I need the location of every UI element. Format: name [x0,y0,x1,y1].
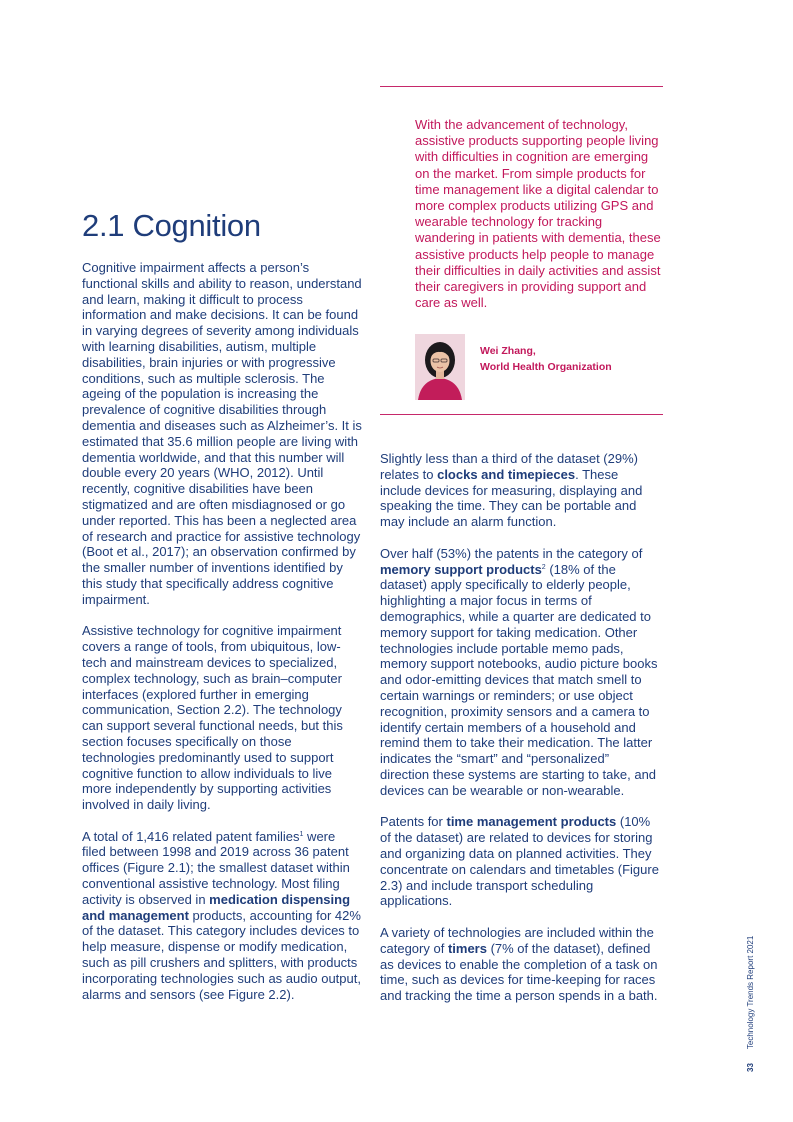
quote-bottom-rule [380,414,663,415]
quote-author: Wei Zhang, [480,345,536,357]
footnote-ref-1: 1 [299,830,304,838]
page-number: 33 [746,1063,755,1072]
footnote-ref-2: 2 [541,563,546,571]
quote-organization: World Health Organization [480,361,612,373]
report-title: Technology Trends Report 2021 [746,935,755,1050]
term-medication-dispensing: medication dispensing and management [82,891,351,923]
right-paragraph-4: A variety of technologies are included within the category of timers (7% of the dataset), defined as devices to enable the completion of a task on time, such as devices for time-keeping for races and tracking the time a person spends in a bath. [380,924,658,1004]
pull-quote: With the advancement of technology, assistive products supporting people living with difficulties in cognition are emerging on the market. From simple products for time management like a digital calendar to more complex products utilizing GPS and wearable technology for tracking wandering in patients with dementia, these assistive products help people to manage their difficulties in daily activities and assist their caregivers in providing support and care as well. [415,117,661,311]
page-footer [746,936,755,1072]
author-photo [415,334,465,400]
right-column [380,451,660,1020]
right-paragraph-3: Patents for time management products (10% of the dataset) are related to devices for storing and organizing data on planned activities. They concentrate on calendars and timetables (Figure 2.3) and include transport scheduling applications. [380,814,659,909]
term-timers: timers [447,940,487,956]
term-memory-support: memory support products [380,561,542,577]
left-paragraph-1: Cognitive impairment affects a person’s functional skills and ability to reason, understand and learn, making it difficult to process information and make decisions. It can be found in varying degrees of severity among individuals with learning disabilities, autism, multiple disabilities, brain injuries or with progressive conditions, such as multiple sclerosis. The ageing of the population is increasing the prevalence of cognitive disabilities through dementia and diseases such as Alzheimer’s. It is estimated that 35.6 million people are living with dementia worldwide, and that this number will double every 20 years (WHO, 2012). Until recently, cognitive disabilities have been stigmatized and are often misdiagnosed or go under reported. This has been a neglected area of research and practice for assistive technology (Boot et al., 2017); an observation confirmed by the smaller number of inventions identified by this study that specifically address cognitive impairment. [82,260,362,607]
quote-attribution [480,343,660,375]
left-paragraph-3: A total of 1,416 related patent families$^1$ were filed between 1998 and 2019 across 36 patent offices (Figure 2.1); the smallest dataset within conventional assistive technology. Most filing activity is observed in medication dispensing and management products, accounting for 42% of the dataset. This category includes devices to help measure, dispense or modify medication, such as pill crushers and splitters, with products incorporating technologies such as audio output, alarms and sensors (see Figure 2.2). [82,828,361,1002]
quote-top-rule [380,86,663,87]
right-paragraph-1: Slightly less than a third of the dataset (29%) relates to clocks and timepieces. These include devices for measuring, displaying and speaking the time. They can be portable and may include an alarm function. [380,451,643,530]
term-time-management: time management products [446,814,617,830]
left-paragraph-2: Assistive technology for cognitive impairment covers a range of tools, from ubiquitous, low-tech and mainstream devices to specialized, complex technology, such as brain–computer interfaces (explored further in emerging communication, Section 2.2). The technology can support several functional needs, but this section focuses specifically on those technologies predominantly used to support cognitive function to allow individuals to live more independently by supporting activities involved in daily living. [82,623,343,813]
right-paragraph-2: Over half (53%) the patents in the category of memory support products$^2$ (18% of the dataset) apply specifically to elderly people, highlighting a major focus in terms of demographics, while a quarter are dedicated to memory support for taking medication. Other technologies include portable memo pads, memory support notebooks, audio picture books and odor-emitting devices that match smell to certain warnings or reminders; or use object recognition, proximity sensors and a camera to identify certain members of a household and remind them to take their medication. The latter indicates the “smart” and “personalized” direction these systems are starting to take, and devices can be wearable or non-wearable. [380,545,658,798]
section-title: 2.1 Cognition [82,208,261,243]
term-clocks-timepieces: clocks and timepieces [437,466,576,482]
left-column [82,260,362,1018]
